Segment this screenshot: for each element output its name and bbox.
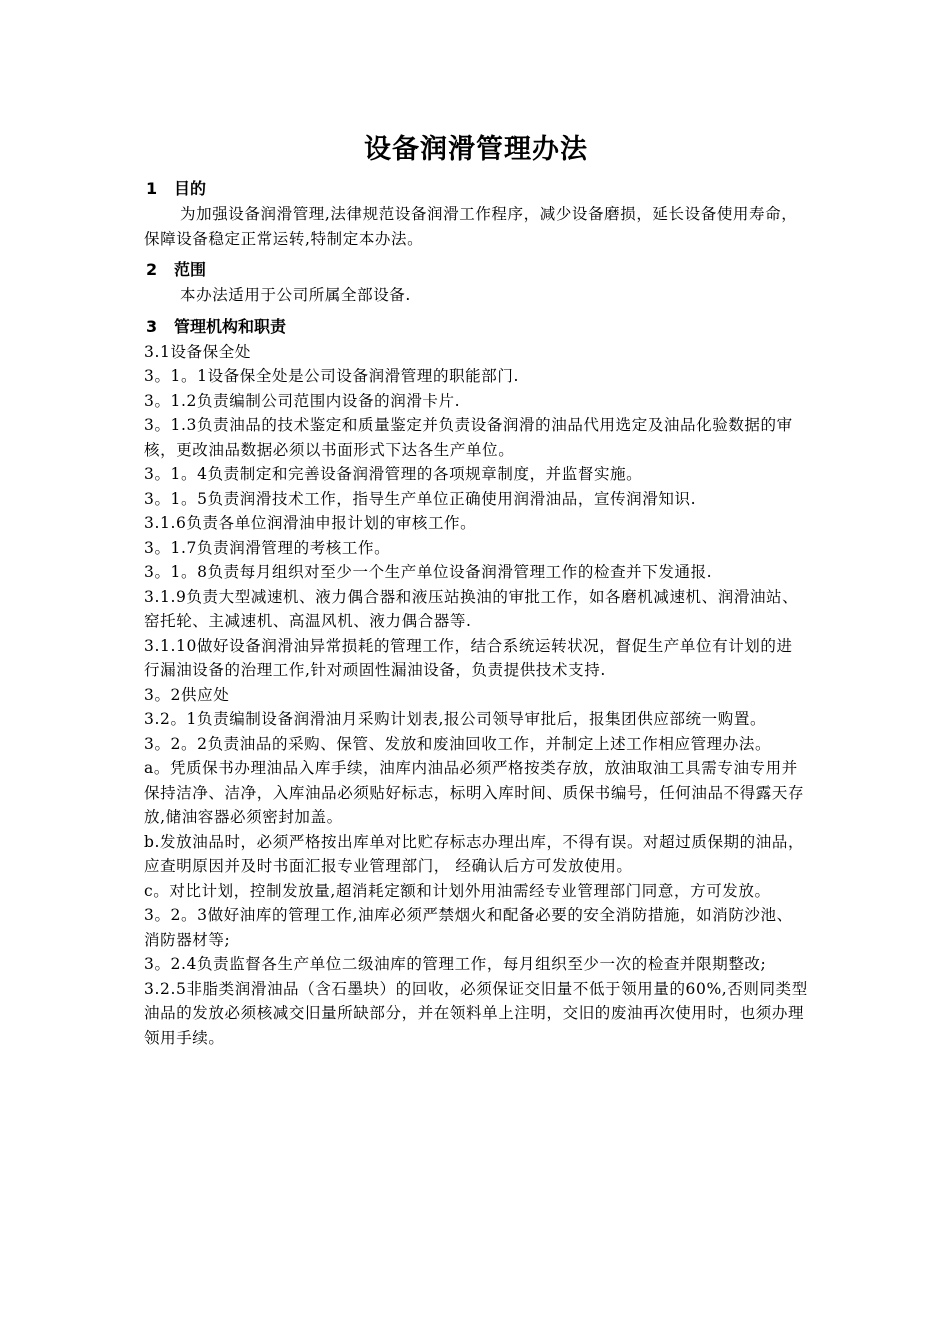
clause: 3。2。3做好油库的管理工作,油库必须严禁烟火和配备必要的安全消防措施，如消防沙池、消防器材等; xyxy=(144,906,793,949)
paragraph: 为加强设备润滑管理,法律规范设备润滑工作程序，减少设备磨损，延长设备使用寿命，保障设备稳定正常运转,特制定本办法。 xyxy=(144,205,798,248)
clause: 3。1。5负责润滑技术工作，指导生产单位正确使用润滑油品，宣传润滑知识. xyxy=(144,489,697,508)
list-item: a。凭质保书办理油品入库手续，油库内油品必须严格按类存放，放油取油工具需专油专用并保持洁净、洁净，入库油品必须贴好标志，标明入库时间、质保书编号，任何油品不得露天存放,储油容器必须密封加盖。 xyxy=(144,759,805,826)
clause: 3.1.6负责各单位润滑油申报计划的审核工作。 xyxy=(144,514,477,532)
section-heading-organization xyxy=(144,314,808,340)
section-number: 2 xyxy=(146,260,158,279)
list-item: c。对比计划，控制发放量,超消耗定额和计划外用油需经专业管理部门同意，方可发放。 xyxy=(144,881,771,900)
clause: 3。2。2负责油品的采购、保管、发放和废油回收工作，并制定上述工作相应管理办法。 xyxy=(144,734,772,753)
subsection-heading: 3.1设备保全处 xyxy=(144,342,251,361)
clause: 3。2.4负责监督各生产单位二级油库的管理工作，每月组织至少一次的检查并限期整改; xyxy=(144,955,767,973)
section-number: 3 xyxy=(146,316,158,336)
section-heading-purpose xyxy=(144,176,808,202)
document-page xyxy=(144,128,808,1050)
clause: 3。1。4负责制定和完善设备润滑管理的各项规章制度，并监督实施。 xyxy=(144,465,643,483)
list-item: b.发放油品时，必须严格按出库单对比贮存标志办理出库，不得有误。对超过质保期的油品，应查明原因并及时书面汇报专业管理部门， 经确认后方可发放使用。 xyxy=(144,832,805,875)
subsection-heading: 3。2供应处 xyxy=(144,685,230,704)
section-title: 目的 xyxy=(174,179,207,198)
paragraph: 本办法适用于公司所属全部设备. xyxy=(180,286,411,304)
clause: 3。1。1设备保全处是公司设备润滑管理的职能部门. xyxy=(144,367,520,385)
section-number: 1 xyxy=(146,179,158,198)
clause: 3.1.9负责大型减速机、液力偶合器和液压站换油的审批工作，如各磨机减速机、润滑油站、窑托轮、主减速机、高温风机、液力偶合器等. xyxy=(144,587,799,630)
clause: 3。1.7负责润滑管理的考核工作。 xyxy=(144,538,391,557)
clause: 3。1.3负责油品的技术鉴定和质量鉴定并负责设备润滑的油品代用选定及油品化验数据的审核，更改油品数据必须以书面形式下达各生产单位。 xyxy=(144,416,793,459)
clause: 3.1.10做好设备润滑油异常损耗的管理工作，结合系统运转状况，督促生产单位有计划的进行漏油设备的治理工作,针对顽固性漏油设备，负责提供技术支持. xyxy=(144,636,793,679)
clause: 3.2.5非脂类润滑油品（含石墨块）的回收，必须保证交旧量不低于领用量的60%,否则同类型油品的发放必须核减交旧量所缺部分，并在领料单上注明，交旧的废油再次使用时，也须办理领用手续。 xyxy=(144,979,808,1047)
section-title: 范围 xyxy=(174,260,207,279)
clause: 3。1。8负责每月组织对至少一个生产单位设备润滑管理工作的检查并下发通报. xyxy=(144,563,713,581)
clause: 3.2。1负责编制设备润滑油月采购计划表,报公司领导审批后，报集团供应部统一购置。 xyxy=(144,710,767,728)
document-title: 设备润滑管理办法 xyxy=(364,134,588,165)
section-heading-scope xyxy=(144,257,808,283)
clause: 3。1.2负责编制公司范围内设备的润滑卡片. xyxy=(144,391,461,410)
section-title: 管理机构和职责 xyxy=(174,316,287,336)
